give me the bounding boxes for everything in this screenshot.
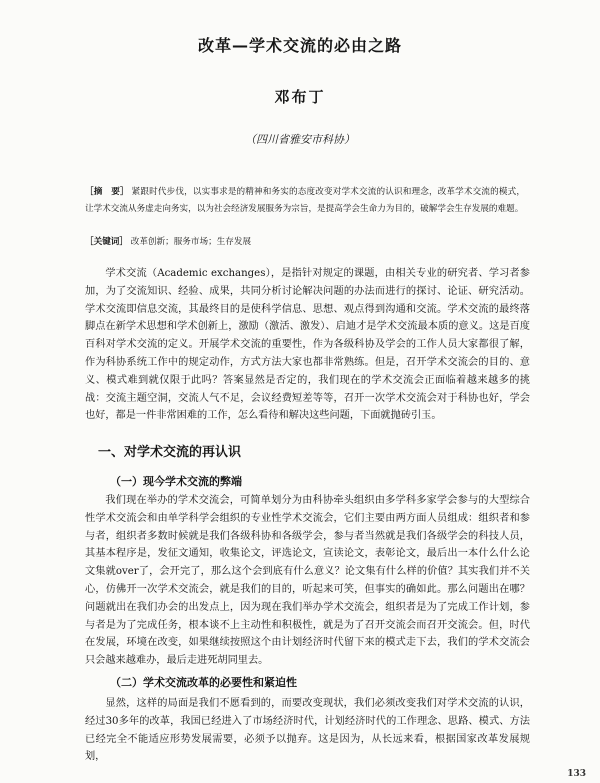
body-paragraph: 我们现在举办的学术交流会，可简单划分为由科协牵头组织由多学科多家学会参与的大型综合性学术交流会和由单学科学会组织的专业性学术交流会，它们主要由两方面人员组成：组织者和参与者，组织者多数时候就是我们各级科协和各级学会，参与者当然就是我们各级学会的科技人员，其基本程序是，发征文通知，收集论文，评选论文，宣读论文，表彰论文，最后出一本什么什么论文集就over了，会开完了，那么这个会到底有什么意义？论文集有什么样的价值？其实我们并不关心，仿佛开一次学术交流会，就是我们的目的，听起来可笑，但事实的确如此。那么问题出在哪？问题就出在我们办会的出发点上，因为现在我们举办学术交流会，组织者是为了完成工作计划，参与者是为了完成任务，根本谈不上主动性和积极性，就是为了召开交流会而召开交流会。但，时代在发展，环境在改变，如果继续按照这个由计划经济时代留下来的模式走下去，我们的学术交流会只会越来越难办，最后走进死胡同里去。	[85, 495, 530, 667]
author-name: 邓布丁	[274, 88, 326, 106]
section-heading: 一、对学术交流的再认识	[98, 445, 242, 460]
abstract-text: 紧跟时代步伐，以实事求是的精神和务实的态度改变对学术交流的认识和理念，改革学术交流的模式，让学术交流从务虚走向务实，以为社会经济发展服务为宗旨，是提高学会生命力为目的，破解学会生存发展的难题。	[85, 187, 525, 214]
keywords	[85, 236, 525, 248]
abstract-label: ［摘 要］	[85, 187, 129, 197]
keywords-label: ［关键词］	[85, 237, 128, 247]
keywords-text: 改革创新；服务市场；生存发展	[130, 237, 252, 247]
body-paragraph: 学术交流（Academic exchanges），是指针对规定的课题，由相关专业的研究者、学习者参加，为了交流知识、经验、成果，共同分析讨论解决问题的办法而进行的探讨、论证、研究活动。学术交流即信息交流，其最终目的是使科学信息、思想、观点得到沟通和交流。学术交流的最终落脚点在新学术思想和学术创新上，激励（激活、激发）、启迪才是学术交流最本质的意义。这是百度百科对学术交流的定义。开展学术交流的重要性，作为各级科协及学会的工作人员大家都很了解，作为科协系统工作中的规定动作，方式方法大家也都非常熟练。但是，召开学术交流会的目的、意义、模式难到就仅限于此吗？答案显然是否定的，我们现在的学术交流会正面临着越来越多的挑战：交流主题空洞，交流人气不足，会议经费短差等等，召开一次学术交流会对于科协也好，学会也好，都是一件非常困难的工作，怎么看待和解决这些问题，下面就抛砖引玉。	[85, 268, 530, 422]
abstract	[85, 184, 525, 218]
page-number: 133	[567, 769, 586, 779]
body-paragraph: 显然，这样的局面是我们不愿看到的，而要改变现状，我们必须改变我们对学术交流的认识，经过30多年的改革，我国已经进入了市场经济时代，计划经济时代的工作理念、思路、模式、方法已经完全不能适应形势发展需要，必须予以抛弃。这是因为，从长远来看，根据国家改革发展规划，	[85, 698, 530, 763]
paper-title: 改革—学术交流的必由之路	[197, 36, 402, 55]
subsection-heading: （一）现今学术交流的弊端	[110, 475, 242, 488]
author-affiliation: （四川省雅安市科协）	[245, 133, 355, 146]
subsection-heading: （二）学术交流改革的必要性和紧迫性	[110, 676, 297, 689]
